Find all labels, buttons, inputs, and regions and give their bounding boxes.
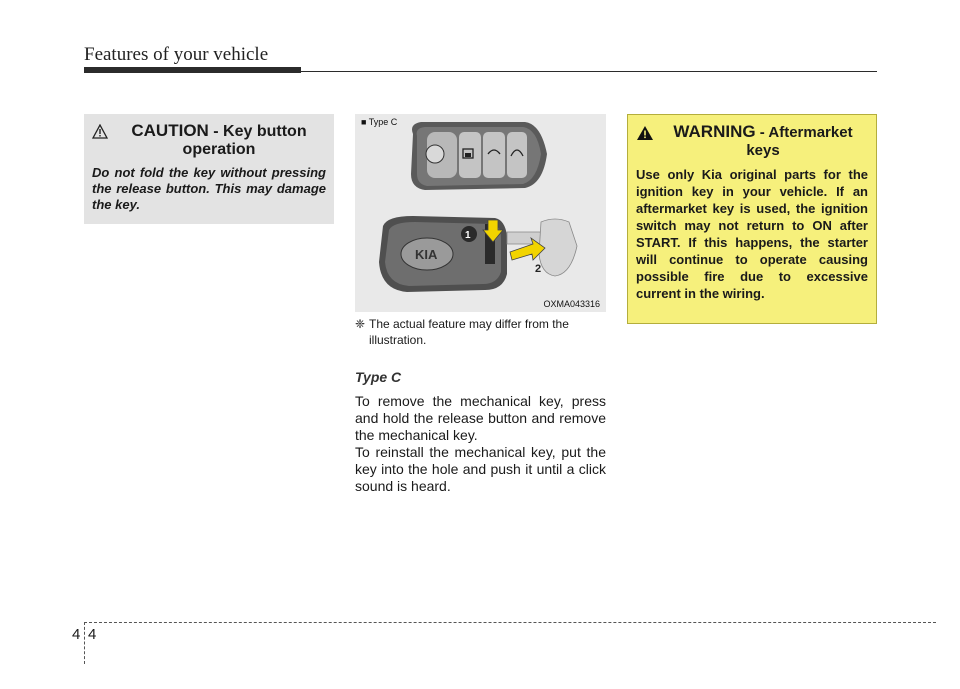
page-chapter-number: 4 [72, 626, 81, 643]
section-heading: Type C [355, 369, 402, 385]
paragraph-reinstall: To reinstall the mechanical key, put the key into the hole and push it until a click sound is heard. [355, 444, 606, 494]
warning-title [658, 123, 868, 160]
illustration-note [355, 316, 606, 348]
caution-title [112, 122, 326, 159]
figure-code: OXMA043316 [543, 299, 600, 309]
warning-triangle-icon [636, 125, 654, 141]
warning-heading [636, 123, 868, 160]
caution-triangle-icon [92, 124, 108, 139]
header-rule [84, 71, 877, 72]
caution-word: CAUTION [131, 121, 209, 140]
callout-2: 2 [535, 263, 542, 275]
warning-box [627, 114, 877, 324]
footer-rule [84, 622, 936, 623]
note-text-line2: illustration. [369, 333, 427, 347]
caution-heading [92, 122, 326, 159]
smart-key-drawing [355, 114, 606, 312]
svg-text:KIA: KIA [415, 247, 438, 262]
page-number: 4 [88, 626, 97, 643]
caution-body: Do not fold the key without pressing the release button. This may damage the key. [92, 165, 326, 212]
header-title: Features of your vehicle [84, 44, 269, 65]
footer-divider [84, 622, 85, 664]
warning-subtitle: - Aftermarket keys [746, 124, 853, 159]
note-text-line1: The actual feature may differ from the [369, 317, 569, 331]
header-bar [84, 67, 301, 73]
callout-1: 1 [465, 230, 471, 241]
key-illustration [355, 114, 606, 312]
figure-label: ■ Type C [361, 117, 398, 127]
note-symbol: ❈ [355, 317, 366, 331]
caution-box [84, 114, 334, 224]
paragraph-remove: To remove the mechanical key, press and hold the release button and remove the mechanical key. [355, 393, 606, 443]
warning-body: Use only Kia original parts for the ignition key in your vehicle. If an aftermarket key is used, the ignition switch may not return to ON after START. If this happens, the starter will continue to operate causing possible fire due to excessive current in the wiring. [636, 167, 868, 301]
warning-word: WARNING [673, 122, 756, 141]
caution-subtitle: - Key button operation [182, 123, 307, 158]
